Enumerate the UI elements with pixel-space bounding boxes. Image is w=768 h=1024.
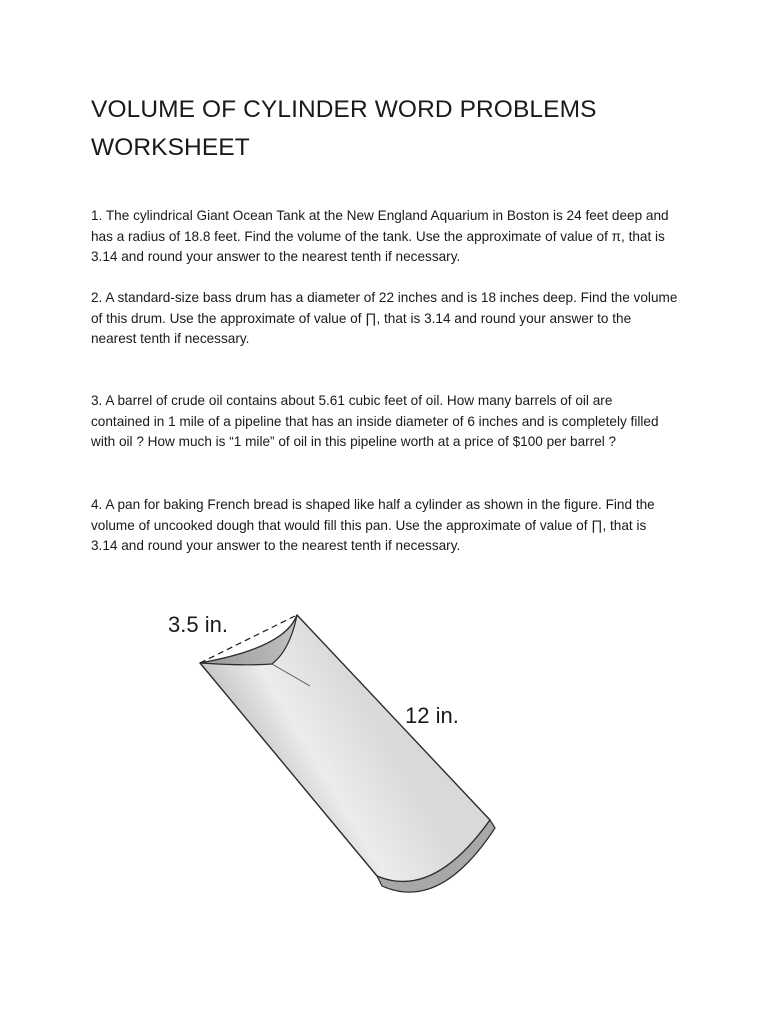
problem-line: with oil ? How much is “1 mile” of oil in this pipeline worth at a price of $100 per barrel ? <box>91 434 617 449</box>
title-line: WORKSHEET <box>91 134 250 161</box>
problem-line: of this drum. Use the approximate of value of ∏, that is 3.14 and round your answer to the <box>91 310 632 326</box>
problem-line: 3.14 and round your answer to the nearest tenth if necessary. <box>91 538 461 553</box>
half-cylinder-pan-figure <box>150 590 550 920</box>
problem-1 <box>91 206 691 268</box>
problem-line: 3.14 and round your answer to the nearest tenth if necessary. <box>91 249 461 264</box>
problem-line: nearest tenth if necessary. <box>91 331 250 346</box>
problem-2 <box>91 288 691 350</box>
problem-line: 2. A standard-size bass drum has a diameter of 22 inches and is 18 inches deep. Find the volume <box>91 290 678 305</box>
worksheet-title <box>91 91 691 167</box>
problem-line: 4. A pan for baking French bread is shaped like half a cylinder as shown in the figure. Find the <box>91 497 655 512</box>
problem-4 <box>91 495 691 557</box>
problem-line: volume of uncooked dough that would fill this pan. Use the approximate of value of ∏, that is <box>91 517 647 533</box>
title-line: VOLUME OF CYLINDER WORD PROBLEMS <box>91 96 597 123</box>
half-cylinder-pan-diagram <box>150 590 550 920</box>
problem-line: 1. The cylindrical Giant Ocean Tank at the New England Aquarium in Boston is 24 feet deep and <box>91 208 669 223</box>
problem-line: has a radius of 18.8 feet. Find the volume of the tank. Use the approximate of value of π, that is <box>91 228 665 244</box>
length-label: 12 in. <box>405 703 459 728</box>
problem-3 <box>91 391 691 453</box>
problem-line: contained in 1 mile of a pipeline that has an inside diameter of 6 inches and is completely filled <box>91 413 659 429</box>
diameter-label: 3.5 in. <box>168 612 228 637</box>
problem-line: 3. A barrel of crude oil contains about 5.61 cubic feet of oil. How many barrels of oil are <box>91 393 613 408</box>
